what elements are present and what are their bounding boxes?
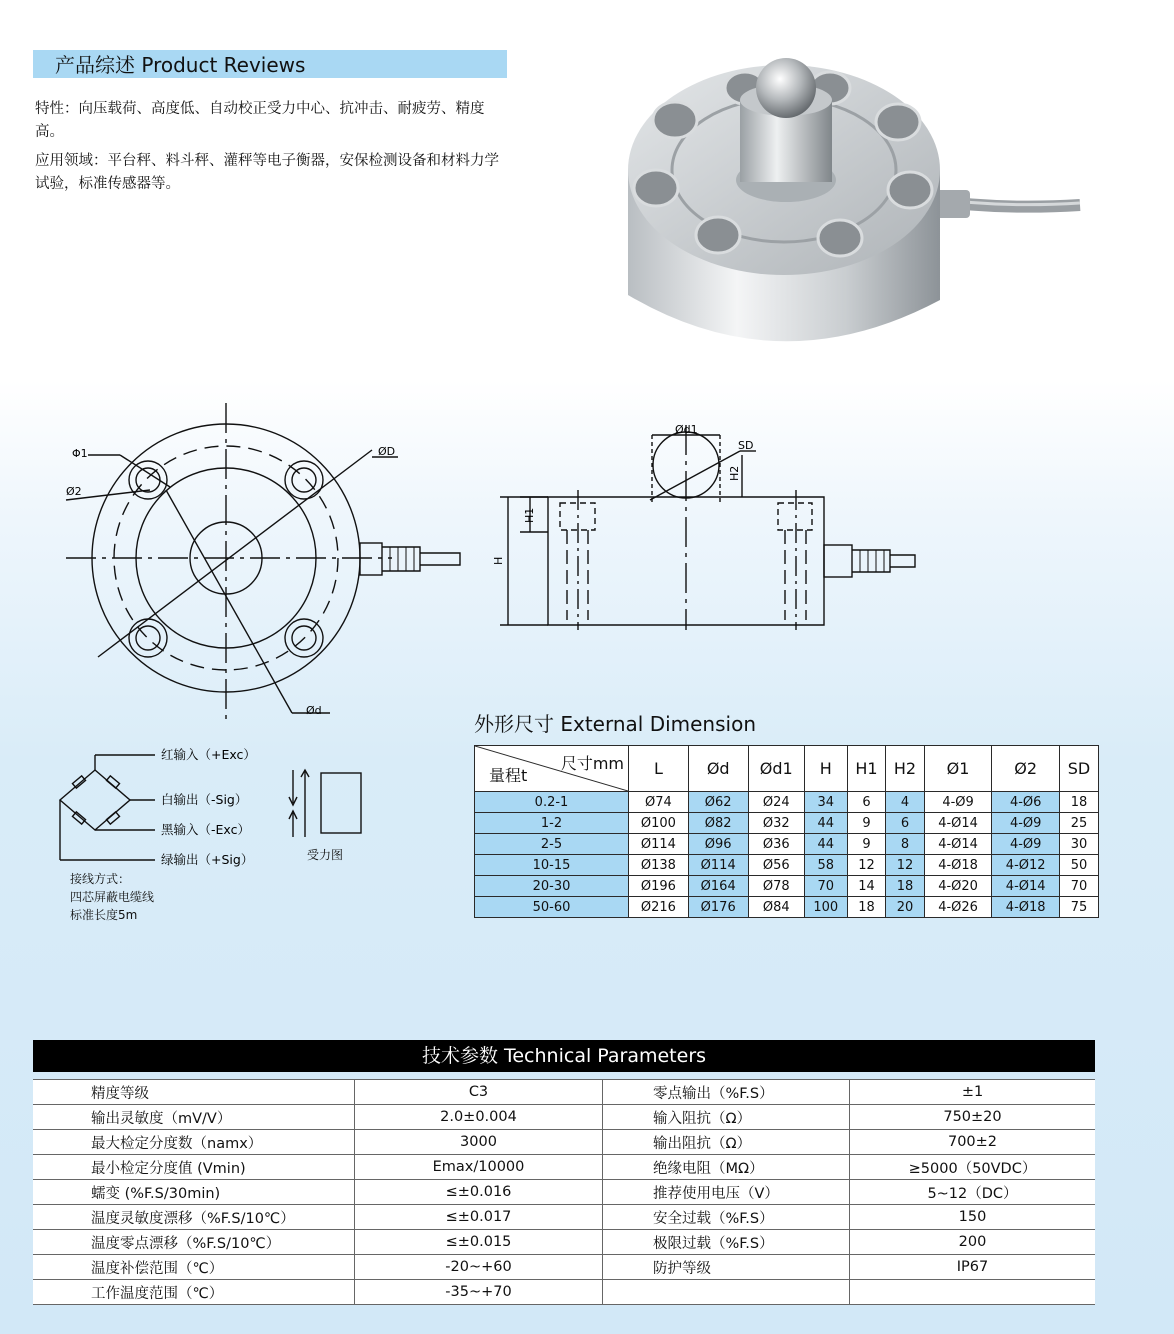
dimension-cell: 70 — [1059, 876, 1098, 897]
product-reviews-title: 产品综述 Product Reviews — [55, 53, 306, 77]
wiring-note-line: 四芯屏蔽电缆线 — [70, 890, 155, 904]
header-cell: L — [629, 746, 689, 792]
dimension-cell: Ø114 — [629, 834, 689, 855]
parameter-value: IP67 — [850, 1255, 1096, 1280]
dimension-cell: 4-Ø20 — [924, 876, 992, 897]
dimension-cell: Ø196 — [629, 876, 689, 897]
wire-green: 绿输出（+Sig） — [161, 852, 254, 867]
dimension-cell: 44 — [804, 834, 847, 855]
dimension-cell: Ø32 — [748, 813, 804, 834]
table-header-row — [475, 746, 1099, 792]
dimension-cell: 4-Ø12 — [992, 855, 1060, 876]
dimension-cell: 30 — [1059, 834, 1098, 855]
wire-black: 黑输入（-Exc） — [161, 822, 250, 837]
parameter-name: 输出灵敏度（mV/V） — [33, 1105, 355, 1130]
dimension-cell: Ø62 — [688, 792, 748, 813]
dimension-cell: 50 — [1059, 855, 1098, 876]
header-cell: Ød1 — [748, 746, 804, 792]
dimension-cell: Ø164 — [688, 876, 748, 897]
dimension-cell: 4-Ø9 — [924, 792, 992, 813]
parameter-name: 零点输出（%F.S） — [603, 1080, 850, 1105]
label-inner-d: Ød — [306, 704, 322, 717]
dimension-cell: 75 — [1059, 897, 1098, 918]
parameter-name: 温度补偿范围（℃） — [33, 1255, 355, 1280]
dimension-cell: 4-Ø18 — [924, 855, 992, 876]
dimension-cell: 9 — [847, 813, 886, 834]
parameter-value: 2.0±0.004 — [355, 1105, 603, 1130]
dimension-cell: Ø82 — [688, 813, 748, 834]
dimension-cell: 4-Ø14 — [924, 813, 992, 834]
label-sd: SD — [738, 439, 754, 452]
parameter-value: Emax/10000 — [355, 1155, 603, 1180]
header-cell: SD — [1059, 746, 1098, 792]
corner-size-label: 尺寸mm — [560, 754, 624, 773]
parameter-name: 输入阻抗（Ω） — [603, 1105, 850, 1130]
label-outer-d: ØD — [378, 445, 396, 458]
dimension-cell: Ø216 — [629, 897, 689, 918]
parameter-value: C3 — [355, 1080, 603, 1105]
dimension-cell: Ø74 — [629, 792, 689, 813]
parameter-name: 极限过载（%F.S） — [603, 1230, 850, 1255]
parameter-value: 200 — [850, 1230, 1096, 1255]
parameter-value: -35~+70 — [355, 1280, 603, 1305]
header-cell: Ø1 — [924, 746, 992, 792]
header-cell: H2 — [886, 746, 925, 792]
corner-cell — [475, 746, 629, 792]
range-cell: 2-5 — [475, 834, 629, 855]
dimension-cell: 18 — [886, 876, 925, 897]
parameter-name: 蠕变 (%F.S/30min) — [33, 1180, 355, 1205]
dimension-cell: 4-Ø9 — [992, 813, 1060, 834]
parameter-name — [603, 1280, 850, 1305]
dimension-cell: 8 — [886, 834, 925, 855]
parameter-name: 推荐使用电压（V） — [603, 1180, 850, 1205]
table-row — [33, 1180, 1095, 1205]
parameter-value: ≤±0.015 — [355, 1230, 603, 1255]
header-cell: H1 — [847, 746, 886, 792]
parameter-name: 温度灵敏度漂移（%F.S/10℃） — [33, 1205, 355, 1230]
dimension-cell: Ø138 — [629, 855, 689, 876]
dimension-cell: 44 — [804, 813, 847, 834]
technical-parameters-title: 技术参数 Technical Parameters — [33, 1040, 1095, 1072]
header-cell: Ød — [688, 746, 748, 792]
parameter-name: 安全过载（%F.S） — [603, 1205, 850, 1230]
technical-drawing — [0, 395, 1174, 735]
dimension-cell: 18 — [1059, 792, 1098, 813]
table-row — [33, 1155, 1095, 1180]
parameter-value: ≤±0.016 — [355, 1180, 603, 1205]
label-h1: H1 — [523, 507, 536, 523]
table-row — [33, 1105, 1095, 1130]
parameter-value: 5~12（DC） — [850, 1180, 1096, 1205]
applications-text: 应用领域：平台秤、料斗秤、灌秤等电子衡器，安保检测设备和材料力学试验，标准传感器等。 — [35, 153, 499, 192]
parameter-name: 绝缘电阻（MΩ） — [603, 1155, 850, 1180]
features-text: 特性：向压载荷、高度低、自动校正受力中心、抗冲击、耐疲劳、精度高。 — [35, 101, 485, 140]
table-row — [475, 792, 1099, 813]
corner-range-label: 量程t — [489, 766, 528, 785]
dimension-cell: 4-Ø14 — [924, 834, 992, 855]
table-row — [33, 1280, 1095, 1305]
table-row — [33, 1205, 1095, 1230]
table-row — [475, 897, 1099, 918]
technical-parameters-table — [33, 1079, 1095, 1305]
dimension-cell: 4-Ø26 — [924, 897, 992, 918]
range-cell: 1-2 — [475, 813, 629, 834]
wiring-note-line: 标准长度5m — [70, 908, 138, 922]
parameter-name: 精度等级 — [33, 1080, 355, 1105]
dimension-cell: 4-Ø18 — [992, 897, 1060, 918]
dimension-cell: 6 — [886, 813, 925, 834]
parameter-value: ≤±0.017 — [355, 1205, 603, 1230]
table-row — [33, 1230, 1095, 1255]
dimension-cell: 12 — [847, 855, 886, 876]
dimension-cell: Ø36 — [748, 834, 804, 855]
dimension-cell: 6 — [847, 792, 886, 813]
dimension-cell: Ø78 — [748, 876, 804, 897]
table-row — [475, 834, 1099, 855]
parameter-value: 700±2 — [850, 1130, 1096, 1155]
dimension-cell: Ø84 — [748, 897, 804, 918]
wire-red: 红输入（+Exc） — [161, 747, 256, 762]
header-cell: Ø2 — [992, 746, 1060, 792]
dimension-cell: 20 — [886, 897, 925, 918]
load-cell-photo — [600, 40, 1100, 385]
label-phi1: Φ1 — [72, 447, 88, 460]
dimension-cell: 4-Ø6 — [992, 792, 1060, 813]
label-h: H — [492, 556, 505, 565]
dimension-cell: Ø96 — [688, 834, 748, 855]
parameter-value: ±1 — [850, 1080, 1096, 1105]
table-row — [33, 1255, 1095, 1280]
range-cell: 0.2-1 — [475, 792, 629, 813]
wiring-note-line: 接线方式： — [70, 872, 131, 886]
label-h2: H2 — [728, 465, 741, 481]
parameter-value — [850, 1280, 1096, 1305]
parameter-name: 输出阻抗（Ω） — [603, 1130, 850, 1155]
external-dimension-table — [474, 745, 1099, 918]
range-cell: 10-15 — [475, 855, 629, 876]
table-row — [475, 876, 1099, 897]
dimension-cell: 4-Ø14 — [992, 876, 1060, 897]
range-cell: 50-60 — [475, 897, 629, 918]
label-phi2: Ø2 — [66, 485, 82, 498]
table-row — [33, 1130, 1095, 1155]
parameter-name: 最小检定分度值 (Vmin) — [33, 1155, 355, 1180]
parameter-name: 最大检定分度数（namx） — [33, 1130, 355, 1155]
wiring-note — [70, 870, 154, 924]
parameter-name: 防护等级 — [603, 1255, 850, 1280]
dimension-cell: 4-Ø9 — [992, 834, 1060, 855]
range-cell: 20-30 — [475, 876, 629, 897]
dimension-cell: 12 — [886, 855, 925, 876]
label-d1: Ød1 — [675, 423, 698, 436]
dimension-cell: 70 — [804, 876, 847, 897]
dimension-cell: 9 — [847, 834, 886, 855]
parameter-value: -20~+60 — [355, 1255, 603, 1280]
header-cell: H — [804, 746, 847, 792]
force-diagram-label: 受力图 — [307, 848, 344, 862]
dimension-cell: 18 — [847, 897, 886, 918]
dimension-cell: 34 — [804, 792, 847, 813]
dimension-cell: Ø56 — [748, 855, 804, 876]
dimension-cell: 4 — [886, 792, 925, 813]
dimension-cell: Ø176 — [688, 897, 748, 918]
parameter-value: ≥5000（50VDC） — [850, 1155, 1096, 1180]
table-row — [33, 1080, 1095, 1105]
parameter-name: 温度零点漂移（%F.S/10℃） — [33, 1230, 355, 1255]
table-row — [475, 813, 1099, 834]
parameter-value: 750±20 — [850, 1105, 1096, 1130]
dimension-cell: Ø100 — [629, 813, 689, 834]
dimension-cell: 58 — [804, 855, 847, 876]
dimension-cell: Ø24 — [748, 792, 804, 813]
dimension-cell: 14 — [847, 876, 886, 897]
external-dimension-title: 外形尺寸 External Dimension — [474, 712, 757, 736]
parameter-value: 150 — [850, 1205, 1096, 1230]
dimension-cell: Ø114 — [688, 855, 748, 876]
dimension-cell: 25 — [1059, 813, 1098, 834]
parameter-value: 3000 — [355, 1130, 603, 1155]
dimension-cell: 100 — [804, 897, 847, 918]
table-row — [475, 855, 1099, 876]
parameter-name: 工作温度范围（℃） — [33, 1280, 355, 1305]
wire-white: 白输出（-Sig） — [161, 792, 248, 807]
